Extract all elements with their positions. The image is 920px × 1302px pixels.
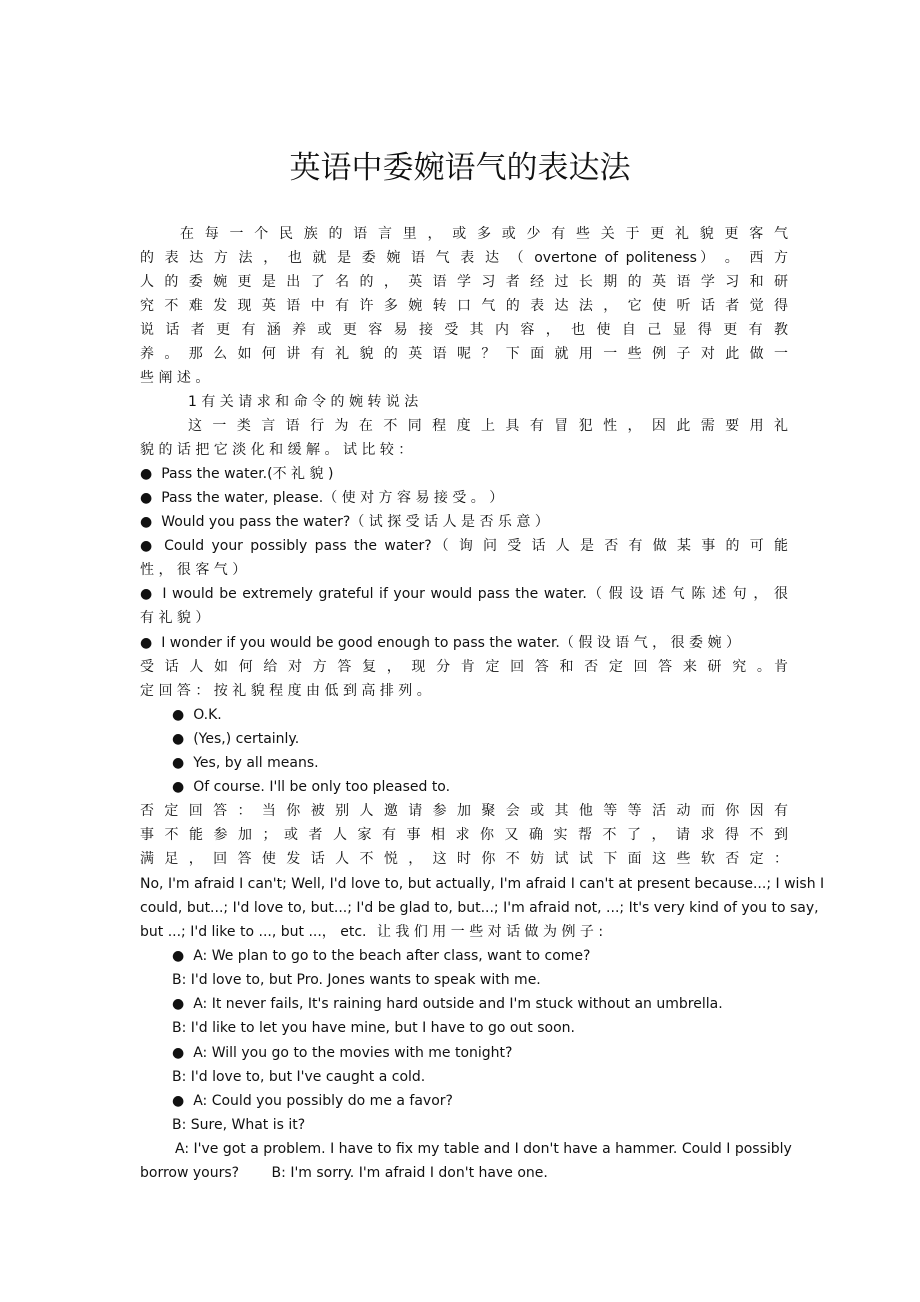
negative-list-line: could, but...; I'd love to, but...; I'd be glad to, but...; I'm afraid not, ...; It's very kind of you to say, (140, 900, 819, 916)
answer-intro-line: 受 话 人 如 何 给 对 方 答 复 ， 现 分 肯 定 回 答 和 否 定 回 答 来 研 究 。肯 (140, 659, 788, 675)
dialogue-b: B: I'd like to let you have mine, but I have to go out soon. (172, 1020, 575, 1036)
bullet-icon: ● (172, 707, 185, 723)
negative-intro-line: 满 足 ， 回 答 使 发 话 人 不 悦 ， 这 时 你 不 妨 试 试 下 面 这 些 软 否 定 ： (140, 851, 788, 867)
intro-line: 人 的 委 婉 更 是 出 了 名 的 ， 英 语 学 习 者 经 过 长 期 的 英 语 学 习 和 研 (140, 274, 788, 290)
positive-answer: ● (Yes,) certainly. (172, 731, 300, 747)
section-heading: 1 有 关 请 求 和 命 令 的 婉 转 说 法 (188, 394, 419, 410)
bullet-icon: ● (172, 1093, 185, 1109)
dialogue-a: ● A: It never fails, It's raining hard outside and I'm stuck without an umbrella. (172, 996, 723, 1012)
positive-answer: ● O.K. (172, 707, 222, 723)
answer-intro-line: 定 回 答 ： 按 礼 貌 程 度 由 低 到 高 排 列 。 (140, 683, 431, 699)
final-dialogue-line: borrow yours? B: I'm sorry. I'm afraid I don't have one. (140, 1165, 548, 1181)
negative-list-line: but ...; I'd like to ..., but ...， etc. 让 我 们 用 一 些 对 话 做 为 例 子 : (140, 924, 604, 940)
compare-item: ● I would be extremely grateful if your would pass the water.（ 假 设 语 气 陈 述 句 ， 很 (140, 586, 788, 602)
intro-line: 说 话 者 更 有 涵 养 或 更 容 易 接 受 其 内 容 ， 也 使 自 己 显 得 更 有 教 (140, 322, 788, 338)
compare-item: ● Pass the water.(不 礼 貌 ) (140, 466, 334, 482)
section-desc-line: 这 一 类 言 语 行 为 在 不 同 程 度 上 具 有 冒 犯 性 ， 因 此 需 要 用 礼 (188, 418, 788, 434)
compare-item: ● Pass the water, please.（ 使 对 方 容 易 接 受 。 ） (140, 490, 504, 506)
bullet-icon: ● (140, 514, 153, 530)
compare-item: ● Could your possibly pass the water?（ 询 问 受 话 人 是 否 有 做 某 事 的 可 能 (140, 538, 788, 554)
bullet-icon: ● (140, 466, 153, 482)
dialogue-b: B: Sure, What is it? (172, 1117, 306, 1133)
positive-answer: ● Yes, by all means. (172, 755, 319, 771)
bullet-icon: ● (172, 1045, 185, 1061)
bullet-icon: ● (140, 635, 153, 651)
intro-line: 在 每 一 个 民 族 的 语 言 里 ， 或 多 或 少 有 些 关 于 更 礼 貌 更 客 气 (180, 226, 788, 242)
intro-line: 究 不 难 发 现 英 语 中 有 许 多 婉 转 口 气 的 表 达 法 ， 它 使 听 话 者 觉 得 (140, 298, 788, 314)
positive-answer: ● Of course. I'll be only too pleased to. (172, 779, 451, 795)
negative-list-line: No, I'm afraid I can't; Well, I'd love to, but actually, I'm afraid I can't at present because...; I wish I (140, 876, 825, 892)
document-title: 英语中委婉语气的表达法 (289, 150, 631, 186)
negative-intro-line: 否 定 回 答 ： 当 你 被 别 人 邀 请 参 加 聚 会 或 其 他 等 等 活 动 而 你 因 有 (140, 803, 788, 819)
bullet-icon: ● (140, 586, 154, 602)
bullet-icon: ● (172, 996, 185, 1012)
dialogue-a: ● A: We plan to go to the beach after class, want to come? (172, 948, 591, 964)
section-desc-line: 貌 的 话 把 它 淡 化 和 缓 解 。 试 比 较 ： (140, 442, 413, 458)
intro-line: 的 表 达 方 法 ， 也 就 是 委 婉 语 气 表 达 （ overtone of politeness） 。 西 方 (140, 250, 788, 266)
negative-intro-line: 事 不 能 参 加 ； 或 者 人 家 有 事 相 求 你 又 确 实 帮 不 了 ， 请 求 得 不 到 (140, 827, 788, 843)
bullet-icon: ● (140, 490, 153, 506)
bullet-icon: ● (172, 948, 185, 964)
bullet-icon: ● (172, 779, 185, 795)
compare-item: ● Would you pass the water?（ 试 探 受 话 人 是 否 乐 意 ） (140, 514, 549, 530)
bullet-icon: ● (172, 755, 185, 771)
intro-line: 养 。 那 么 如 何 讲 有 礼 貌 的 英 语 呢 ？ 下 面 就 用 一 些 例 子 对 此 做 一 (140, 346, 788, 362)
dialogue-a: ● A: Will you go to the movies with me tonight? (172, 1045, 513, 1061)
intro-line: 些 阐 述 。 (140, 370, 210, 386)
bullet-icon: ● (172, 731, 185, 747)
dialogue-b: B: I'd love to, but Pro. Jones wants to speak with me. (172, 972, 541, 988)
dialogue-b: B: I'd love to, but I've caught a cold. (172, 1069, 426, 1085)
compare-item: ● I wonder if you would be good enough to pass the water.（ 假 设 语 气 ， 很 委 婉 ） (140, 635, 740, 651)
compare-item-continued: 有 礼 貌 ） (140, 610, 210, 626)
bullet-icon: ● (140, 538, 156, 554)
dialogue-a: ● A: Could you possibly do me a favor? (172, 1093, 453, 1109)
final-dialogue-a: A: I've got a problem. I have to fix my table and I don't have a hammer. Could I possibly (175, 1141, 792, 1157)
compare-item-continued: 性 ， 很 客 气 ） (140, 562, 247, 578)
